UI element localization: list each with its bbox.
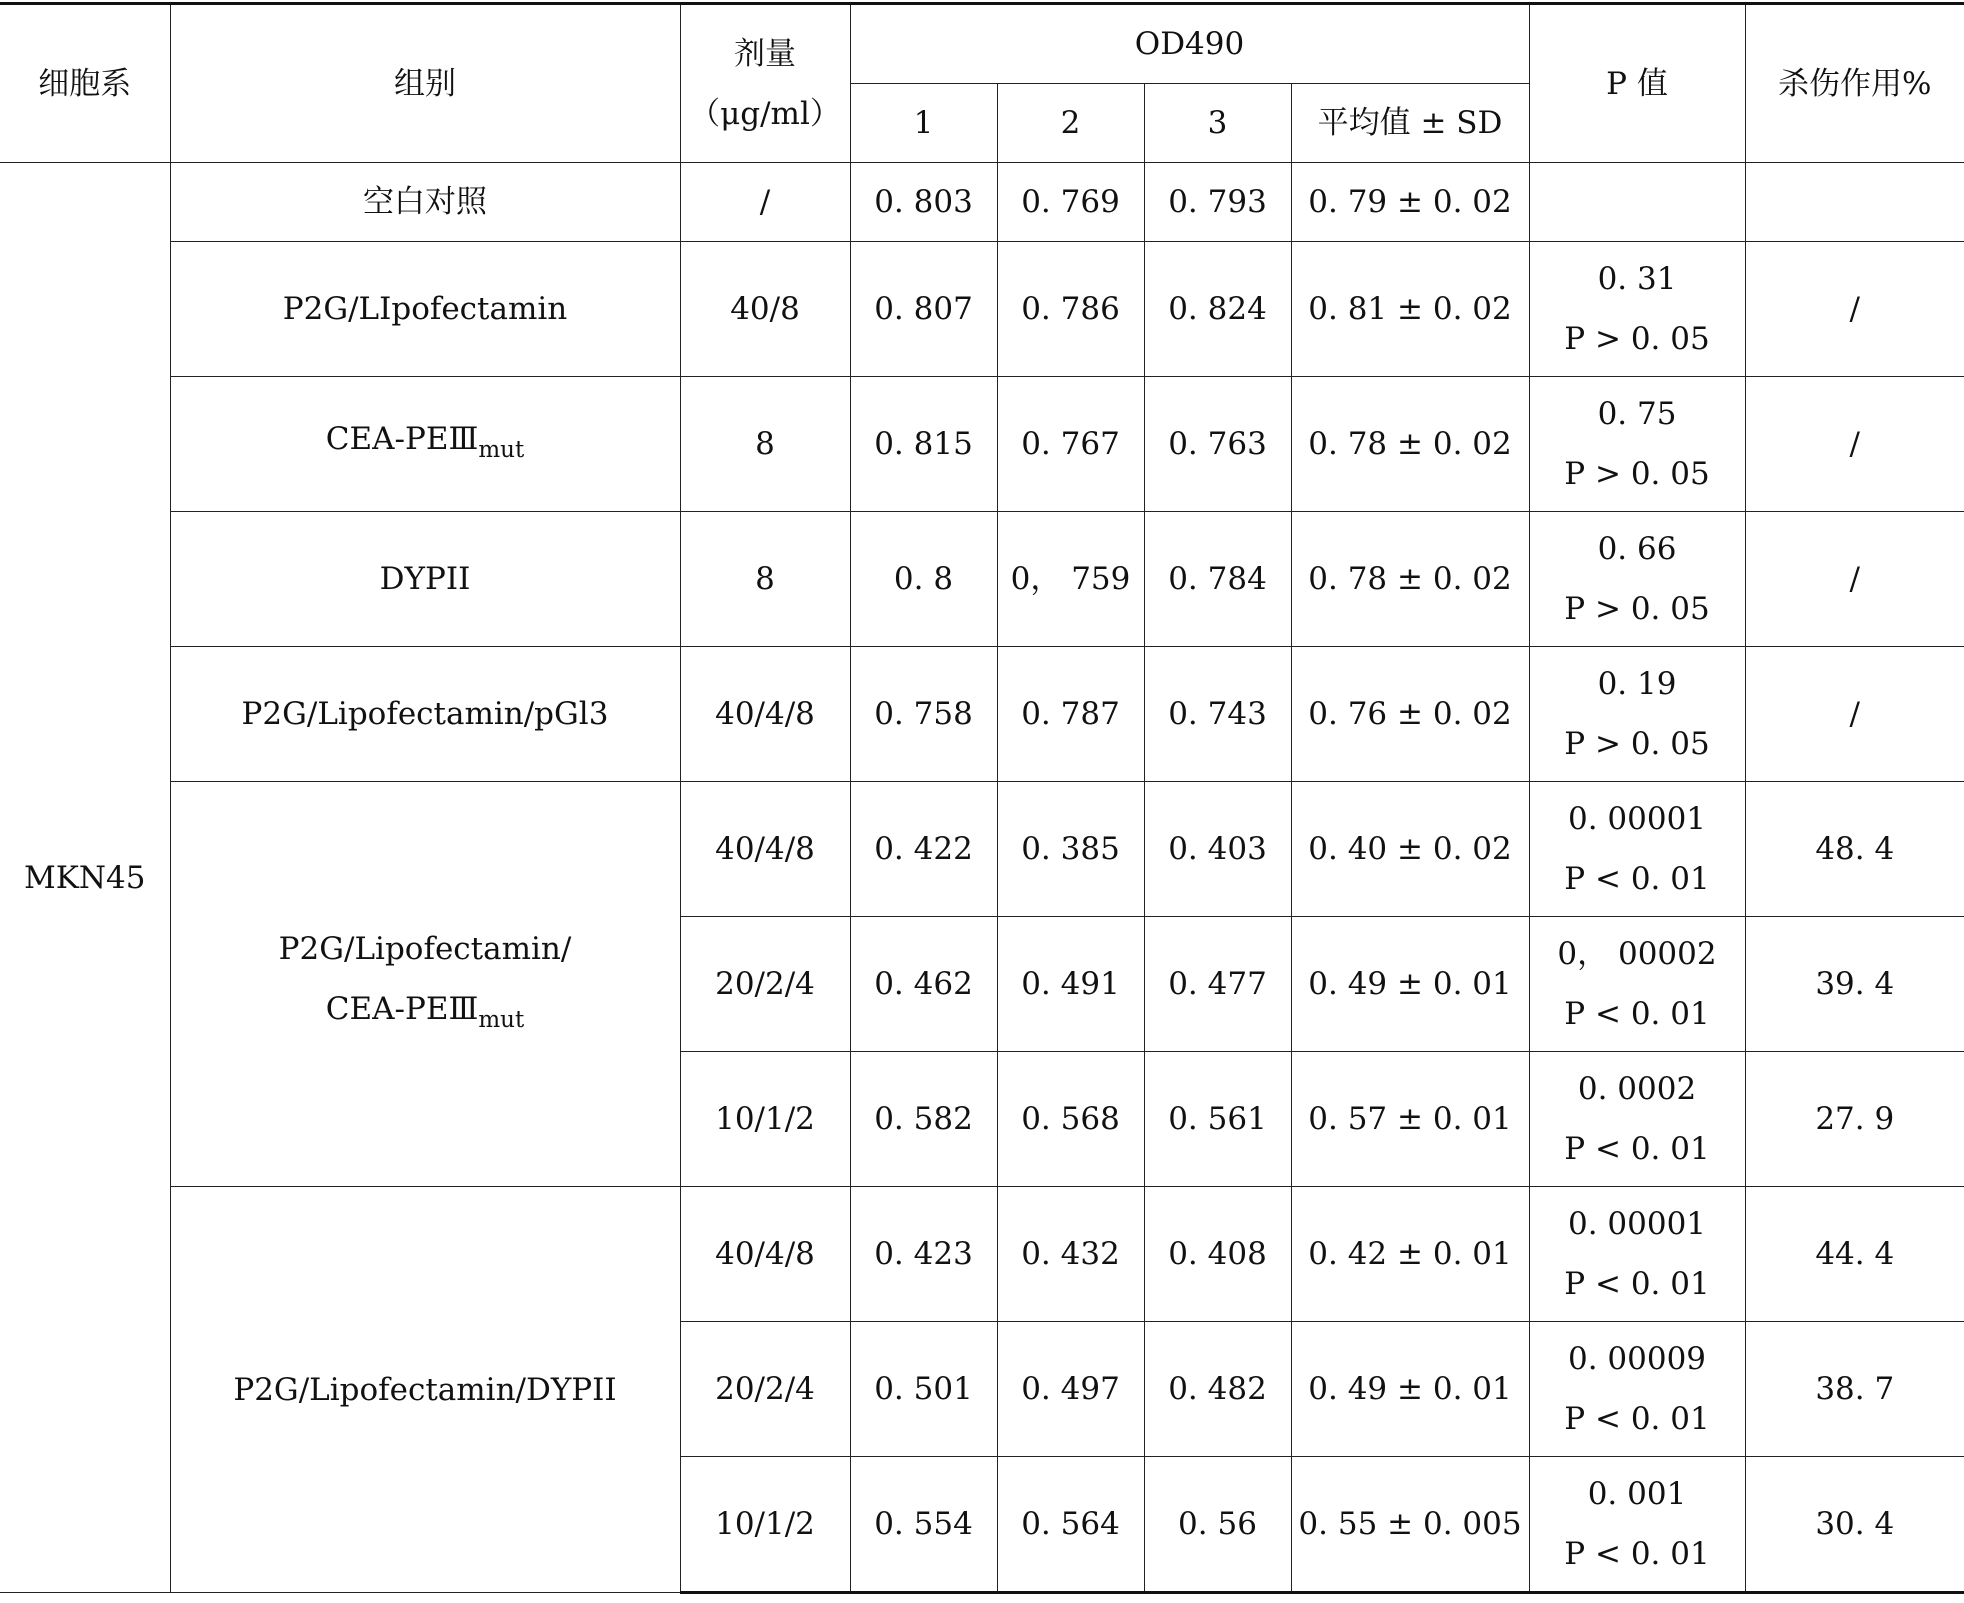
p-value: 0. 31 (1597, 261, 1677, 297)
mean-sd-cell: 0. 40 ± 0. 02 (1291, 782, 1529, 917)
mean-sd-cell: 0. 49 ± 0. 01 (1291, 917, 1529, 1052)
p-value: 0. 0002 (1577, 1071, 1697, 1107)
group-name: DYPII (170, 512, 680, 647)
od-rep1-cell: 0. 554 (850, 1457, 997, 1593)
mean-sd-cell: 0. 78 ± 0. 02 (1291, 377, 1529, 512)
table-row (0, 647, 1964, 782)
table-row (0, 377, 1964, 512)
kill-rate-cell: / (1745, 377, 1964, 512)
table-row (0, 163, 1964, 242)
table-row (0, 782, 1964, 917)
od-rep3-cell: 0. 403 (1144, 782, 1291, 917)
od-rep3-cell: 0. 56 (1144, 1457, 1291, 1593)
kill-rate-cell: 39. 4 (1745, 917, 1964, 1052)
od-rep2-cell: 0. 786 (997, 242, 1144, 377)
group-name-base: CEA-PEⅢ (325, 420, 479, 457)
kill-rate-cell: / (1745, 242, 1964, 377)
p-value-cell (1529, 512, 1745, 647)
header-p-value: P 值 (1529, 4, 1745, 163)
header-dose (680, 4, 850, 163)
kill-rate-cell: 38. 7 (1745, 1322, 1964, 1457)
od-rep3-cell: 0. 743 (1144, 647, 1291, 782)
table-row (0, 242, 1964, 377)
group-name-line1: P2G/Lipofectamin/ (278, 930, 572, 967)
header-rep-1: 1 (850, 84, 997, 163)
od-rep3-cell: 0. 482 (1144, 1322, 1291, 1457)
dose-cell: 8 (680, 377, 850, 512)
group-name: 空白对照 (170, 163, 680, 242)
p-significance: P < 0. 01 (1564, 1536, 1710, 1572)
group-name-line2 (175, 979, 676, 1050)
p-value-cell (1529, 163, 1745, 242)
table-row (0, 1187, 1964, 1322)
od-rep1-cell: 0. 8 (850, 512, 997, 647)
p-significance: P < 0. 01 (1564, 1266, 1710, 1302)
table-row (0, 512, 1964, 647)
dose-cell: 40/4/8 (680, 647, 850, 782)
group-name (170, 377, 680, 512)
dose-cell: 10/1/2 (680, 1052, 850, 1187)
p-value: 0. 66 (1597, 531, 1677, 567)
mean-sd-cell: 0. 57 ± 0. 01 (1291, 1052, 1529, 1187)
p-value-cell (1529, 1187, 1745, 1322)
group-name-subscript: mut (478, 436, 525, 463)
p-significance: P < 0. 01 (1564, 861, 1710, 897)
kill-rate-cell: 44. 4 (1745, 1187, 1964, 1322)
od-rep3-cell: 0. 477 (1144, 917, 1291, 1052)
mean-sd-cell: 0. 81 ± 0. 02 (1291, 242, 1529, 377)
p-significance: P < 0. 01 (1564, 996, 1710, 1032)
p-value-cell (1529, 917, 1745, 1052)
kill-rate-cell: / (1745, 512, 1964, 647)
od-rep2-cell: 0. 787 (997, 647, 1144, 782)
header-kill-rate: 杀伤作用% (1745, 4, 1964, 163)
p-value-cell (1529, 1457, 1745, 1593)
od-rep2-cell: 0， 759 (997, 512, 1144, 647)
kill-rate-cell: 48. 4 (1745, 782, 1964, 917)
p-value: 0， 00002 (1557, 936, 1717, 972)
kill-rate-cell: 27. 9 (1745, 1052, 1964, 1187)
p-value: 0. 19 (1597, 666, 1677, 702)
p-significance: P < 0. 01 (1564, 1401, 1710, 1437)
cell-line-name: MKN45 (0, 163, 170, 1593)
header-dose-label: 剂量 (734, 35, 796, 72)
od-rep2-cell: 0. 491 (997, 917, 1144, 1052)
header-rep-2: 2 (997, 84, 1144, 163)
od-rep1-cell: 0. 807 (850, 242, 997, 377)
p-value-cell (1529, 1322, 1745, 1457)
group-name-base: CEA-PEⅢ (325, 990, 479, 1027)
header-cell-line: 细胞系 (0, 4, 170, 163)
p-value-cell (1529, 377, 1745, 512)
dose-cell: 8 (680, 512, 850, 647)
dose-cell: / (680, 163, 850, 242)
od-rep1-cell: 0. 758 (850, 647, 997, 782)
p-value: 0. 75 (1597, 396, 1677, 432)
header-dose-unit: （μg/ml） (689, 95, 841, 132)
mean-sd-cell: 0. 78 ± 0. 02 (1291, 512, 1529, 647)
od-rep2-cell: 0. 385 (997, 782, 1144, 917)
group-name (170, 782, 680, 1187)
od-rep1-cell: 0. 422 (850, 782, 997, 917)
kill-rate-cell: 30. 4 (1745, 1457, 1964, 1593)
dose-cell: 10/1/2 (680, 1457, 850, 1593)
od-rep3-cell: 0. 763 (1144, 377, 1291, 512)
od-rep2-cell: 0. 564 (997, 1457, 1144, 1593)
od-rep2-cell: 0. 497 (997, 1322, 1144, 1457)
od-rep3-cell: 0. 408 (1144, 1187, 1291, 1322)
od-rep3-cell: 0. 793 (1144, 163, 1291, 242)
p-value: 0. 00001 (1567, 1206, 1707, 1242)
od490-results-table (0, 2, 1964, 1594)
od-rep2-cell: 0. 769 (997, 163, 1144, 242)
od-rep1-cell: 0. 423 (850, 1187, 997, 1322)
p-value: 0. 001 (1587, 1476, 1687, 1512)
header-mean-sd: 平均值 ± SD (1291, 84, 1529, 163)
od-rep1-cell: 0. 815 (850, 377, 997, 512)
od-rep2-cell: 0. 568 (997, 1052, 1144, 1187)
group-name: P2G/Lipofectamin/DYPII (170, 1187, 680, 1593)
mean-sd-cell: 0. 55 ± 0. 005 (1291, 1457, 1529, 1593)
od-rep1-cell: 0. 462 (850, 917, 997, 1052)
header-rep-3: 3 (1144, 84, 1291, 163)
p-significance: P > 0. 05 (1564, 591, 1710, 627)
p-significance: P < 0. 01 (1564, 1131, 1710, 1167)
p-significance: P > 0. 05 (1564, 726, 1710, 762)
group-name: P2G/LIpofectamin (170, 242, 680, 377)
p-value-cell (1529, 782, 1745, 917)
od-rep1-cell: 0. 501 (850, 1322, 997, 1457)
od-rep1-cell: 0. 582 (850, 1052, 997, 1187)
p-significance: P > 0. 05 (1564, 321, 1710, 357)
header-od490: OD490 (850, 4, 1529, 84)
group-name: P2G/Lipofectamin/pGl3 (170, 647, 680, 782)
od-rep3-cell: 0. 824 (1144, 242, 1291, 377)
p-value-cell (1529, 647, 1745, 782)
mean-sd-cell: 0. 49 ± 0. 01 (1291, 1322, 1529, 1457)
mean-sd-cell: 0. 76 ± 0. 02 (1291, 647, 1529, 782)
p-value-cell (1529, 1052, 1745, 1187)
od-rep2-cell: 0. 432 (997, 1187, 1144, 1322)
header-group: 组别 (170, 4, 680, 163)
mean-sd-cell: 0. 42 ± 0. 01 (1291, 1187, 1529, 1322)
dose-cell: 40/4/8 (680, 1187, 850, 1322)
kill-rate-cell: / (1745, 647, 1964, 782)
header-row-1 (0, 4, 1964, 84)
dose-cell: 20/2/4 (680, 1322, 850, 1457)
dose-cell: 40/4/8 (680, 782, 850, 917)
od-rep3-cell: 0. 561 (1144, 1052, 1291, 1187)
p-value: 0. 00001 (1567, 801, 1707, 837)
kill-rate-cell (1745, 163, 1964, 242)
mean-sd-cell: 0. 79 ± 0. 02 (1291, 163, 1529, 242)
p-value-cell (1529, 242, 1745, 377)
od-rep3-cell: 0. 784 (1144, 512, 1291, 647)
group-name-subscript: mut (478, 1006, 525, 1033)
dose-cell: 40/8 (680, 242, 850, 377)
dose-cell: 20/2/4 (680, 917, 850, 1052)
od-rep1-cell: 0. 803 (850, 163, 997, 242)
p-significance: P > 0. 05 (1564, 456, 1710, 492)
od-rep2-cell: 0. 767 (997, 377, 1144, 512)
p-value: 0. 00009 (1567, 1341, 1707, 1377)
